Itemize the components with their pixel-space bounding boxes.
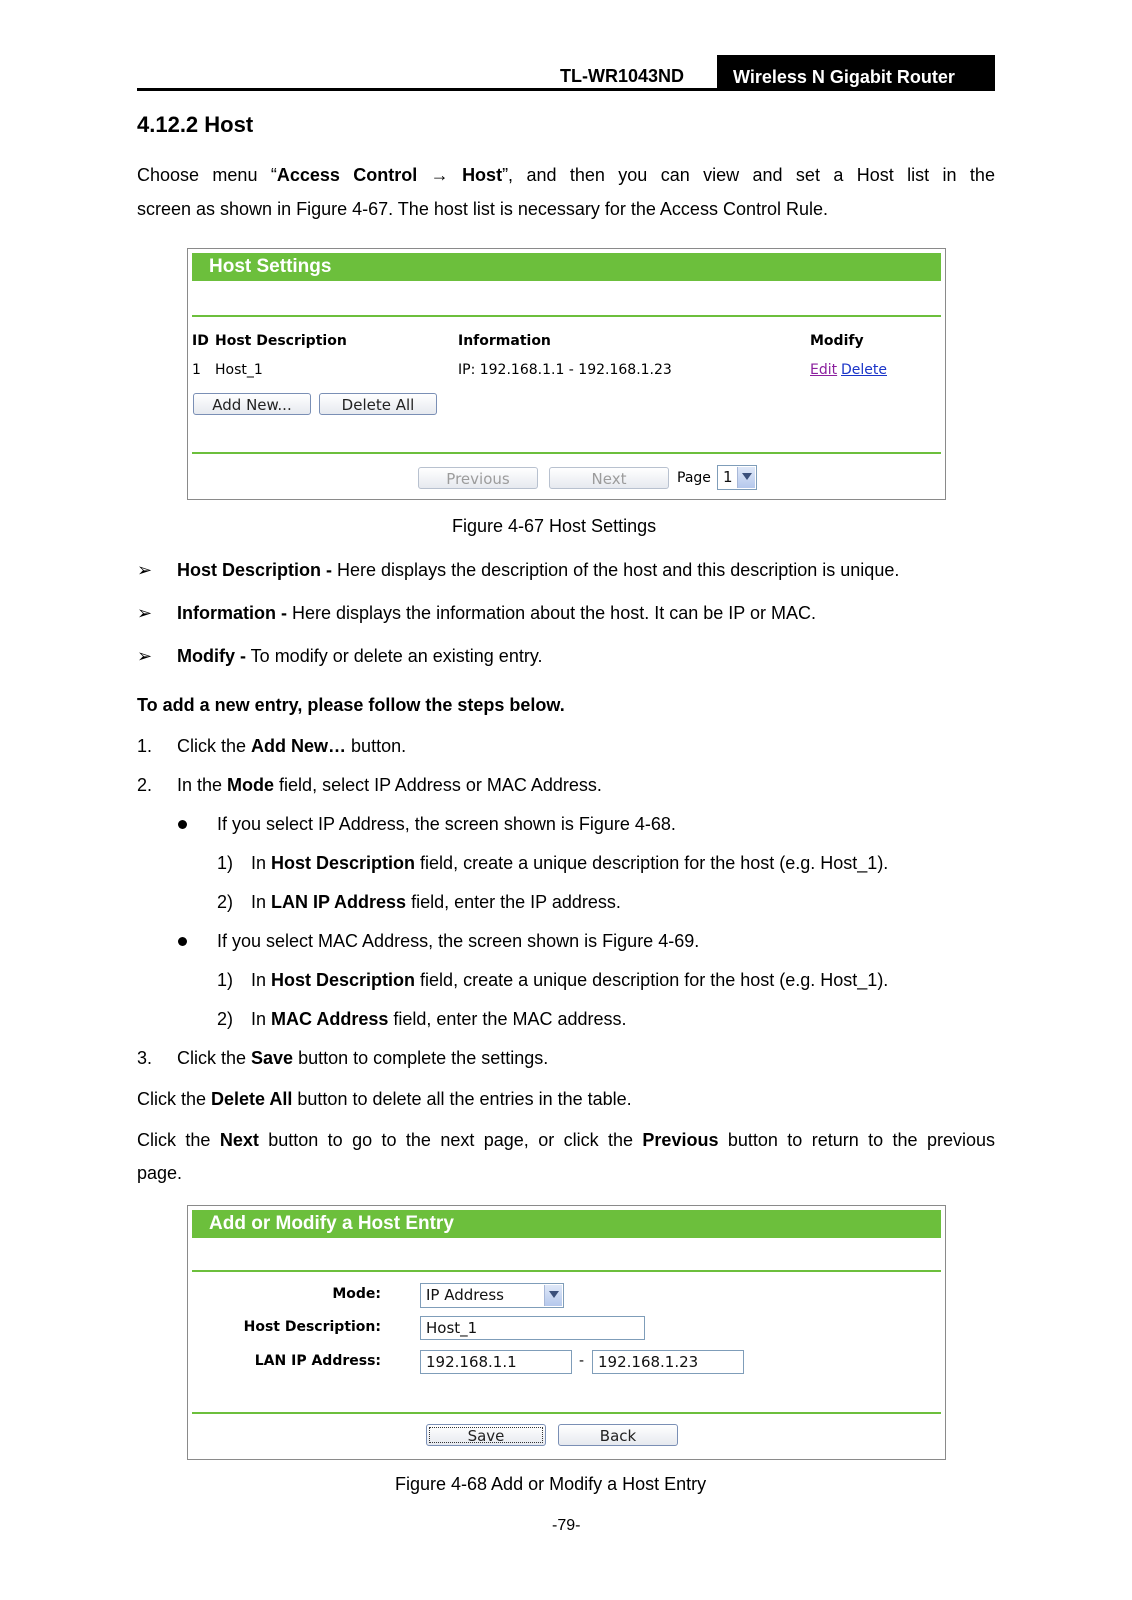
bullet-dot-icon: [178, 937, 187, 946]
step-bold: Mode: [227, 775, 275, 795]
add-modify-host-figure: [187, 1205, 946, 1460]
back-button[interactable]: Back: [558, 1424, 678, 1446]
divider: [192, 315, 941, 317]
divider: [192, 1412, 941, 1414]
bullet-dot-icon: [178, 820, 187, 829]
add-modify-host-title: Add or Modify a Host Entry: [209, 1213, 454, 1234]
section-title: 4.12.2 Host: [137, 112, 254, 137]
page-select[interactable]: [717, 465, 757, 490]
step-text: Click the: [177, 736, 252, 756]
step-2: [177, 775, 602, 796]
ip-option: If you select IP Address, the screen shown is Figure 4-68.: [217, 814, 676, 834]
note-text: button to return to the previous: [718, 1130, 996, 1150]
delete-link[interactable]: Delete: [841, 362, 887, 378]
bullet-host-description: [137, 560, 152, 581]
steps-heading: To add a new entry, please follow the steps below.: [137, 695, 565, 715]
col-information: Information: [458, 333, 551, 349]
header-product-box: [717, 55, 995, 91]
step-text: button.: [346, 736, 407, 756]
mac-step-a-num: 1): [217, 970, 234, 990]
arrow-bullet-icon: ➢: [137, 603, 153, 623]
bullet-text: Here displays the information about the host. It can be IP or MAC.: [287, 603, 816, 623]
step-3: [177, 1048, 548, 1069]
host-settings-title: Host Settings: [209, 256, 332, 277]
arrow-bullet-icon: ➢: [137, 646, 153, 666]
arrow-bullet-icon: ➢: [137, 560, 153, 580]
mac-step-a: [251, 970, 888, 991]
step-bold: Save: [251, 1048, 294, 1068]
note-text: button to delete all the entries in the table.: [292, 1089, 632, 1109]
note-bold: Delete All: [211, 1089, 293, 1109]
bullet-text: Here displays the description of the host and this description is unique.: [332, 560, 900, 580]
host-description-input[interactable]: Host_1: [420, 1316, 645, 1340]
step-text: button to complete the settings.: [293, 1048, 549, 1068]
chevron-down-icon: [544, 1285, 562, 1306]
mode-label: Mode:: [332, 1286, 381, 1302]
mode-select-value: IP Address: [426, 1286, 504, 1304]
step-text: In: [251, 853, 272, 873]
bullet-text: To modify or delete an existing entry.: [246, 646, 543, 666]
add-new-button[interactable]: Add New...: [193, 393, 311, 415]
host-settings-figure: [187, 248, 946, 500]
note-bold: Previous: [642, 1130, 719, 1150]
previous-button[interactable]: Previous: [418, 467, 538, 489]
note-text: button to go to the next page, or click the: [258, 1130, 643, 1150]
bullet-host-description-text: [177, 560, 899, 581]
intro-line-1: [137, 158, 995, 192]
step-text: field, enter the IP address.: [406, 892, 621, 912]
col-modify: Modify: [810, 333, 864, 349]
step-text: field, select IP Address or MAC Address.: [274, 775, 602, 795]
add-modify-host-header: [192, 1210, 941, 1238]
bullet-modify-text: [177, 646, 543, 667]
figure-caption-1: Figure 4-67 Host Settings: [452, 516, 657, 536]
bullet-term: Information -: [177, 603, 287, 623]
lan-ip-end-input[interactable]: 192.168.1.23: [592, 1350, 744, 1374]
step-1-num: 1.: [137, 736, 153, 756]
lan-ip-start-input[interactable]: 192.168.1.1: [420, 1350, 572, 1374]
menu-arrow: →: [430, 165, 449, 185]
edit-link[interactable]: Edit: [810, 362, 838, 378]
chevron-down-icon: [737, 467, 755, 488]
save-button[interactable]: Save: [426, 1424, 546, 1446]
step-bold: MAC Address: [271, 1009, 389, 1029]
row-id: 1: [192, 362, 201, 378]
host-description-label: Host Description:: [243, 1319, 381, 1335]
delete-all-note: [137, 1089, 632, 1110]
bullet-term: Host Description -: [177, 560, 333, 580]
ip-step-a: [251, 853, 888, 874]
ip-step-b: [251, 892, 621, 913]
step-bold: Add New…: [251, 736, 347, 756]
note-text: Click the: [137, 1089, 212, 1109]
step-text: In: [251, 892, 272, 912]
ip-range-separator: -: [579, 1353, 585, 1369]
bullet-modify: [137, 646, 152, 667]
step-2-num: 2.: [137, 775, 153, 795]
header-model: TL-WR1043ND: [560, 66, 685, 86]
step-bold: Host Description: [271, 853, 416, 873]
step-1: [177, 736, 406, 757]
mac-step-b-num: 2): [217, 1009, 234, 1029]
note-text: Click the: [137, 1130, 220, 1150]
col-host-description: Host Description: [215, 333, 347, 349]
ip-step-a-num: 1): [217, 853, 234, 873]
step-text: In: [251, 1009, 272, 1029]
page-select-value: 1: [723, 468, 733, 486]
bullet-information-text: [177, 603, 816, 624]
ip-step-b-num: 2): [217, 892, 234, 912]
step-text: field, enter the MAC address.: [388, 1009, 627, 1029]
next-previous-note: [137, 1123, 995, 1157]
header-product: Wireless N Gigabit Router: [733, 67, 955, 87]
step-text: In the: [177, 775, 228, 795]
page-label: Page: [677, 470, 711, 486]
col-id: ID: [192, 333, 209, 349]
note-bold: Next: [219, 1130, 259, 1150]
step-bold: Host Description: [271, 970, 416, 990]
intro-line-2: screen as shown in Figure 4-67. The host list is necessary for the Access Control Rule.: [137, 199, 828, 219]
bullet-term: Modify -: [177, 646, 246, 666]
mac-option: If you select MAC Address, the screen shown is Figure 4-69.: [217, 931, 700, 951]
lan-ip-label: LAN IP Address:: [254, 1353, 381, 1369]
menu-access-control: Access Control: [276, 165, 418, 185]
host-settings-header: [192, 253, 941, 281]
row-host-description: Host_1: [215, 362, 263, 378]
figure-caption-2: Figure 4-68 Add or Modify a Host Entry: [395, 1474, 707, 1494]
header-rule: [137, 88, 995, 91]
intro-text: Choose menu “: [137, 165, 277, 185]
bullet-information: [137, 603, 152, 624]
menu-host: Host: [462, 165, 503, 185]
step-text: field, create a unique description for the host (e.g. Host_1).: [415, 970, 889, 990]
page-number: -79-: [552, 1517, 581, 1534]
step-bold: LAN IP Address: [271, 892, 407, 912]
step-text: field, create a unique description for the host (e.g. Host_1).: [415, 853, 889, 873]
next-button[interactable]: Next: [549, 467, 669, 489]
mode-select[interactable]: [420, 1283, 564, 1308]
mac-step-b: [251, 1009, 627, 1030]
next-previous-note-end: page.: [137, 1163, 183, 1183]
divider: [192, 452, 941, 454]
step-text: In: [251, 970, 272, 990]
divider: [192, 1270, 941, 1272]
step-3-num: 3.: [137, 1048, 153, 1068]
delete-all-button[interactable]: Delete All: [319, 393, 437, 415]
intro-text: ”, and then you can view and set a Host list in the: [502, 165, 995, 185]
step-text: Click the: [177, 1048, 252, 1068]
row-information: IP: 192.168.1.1 - 192.168.1.23: [458, 362, 672, 378]
